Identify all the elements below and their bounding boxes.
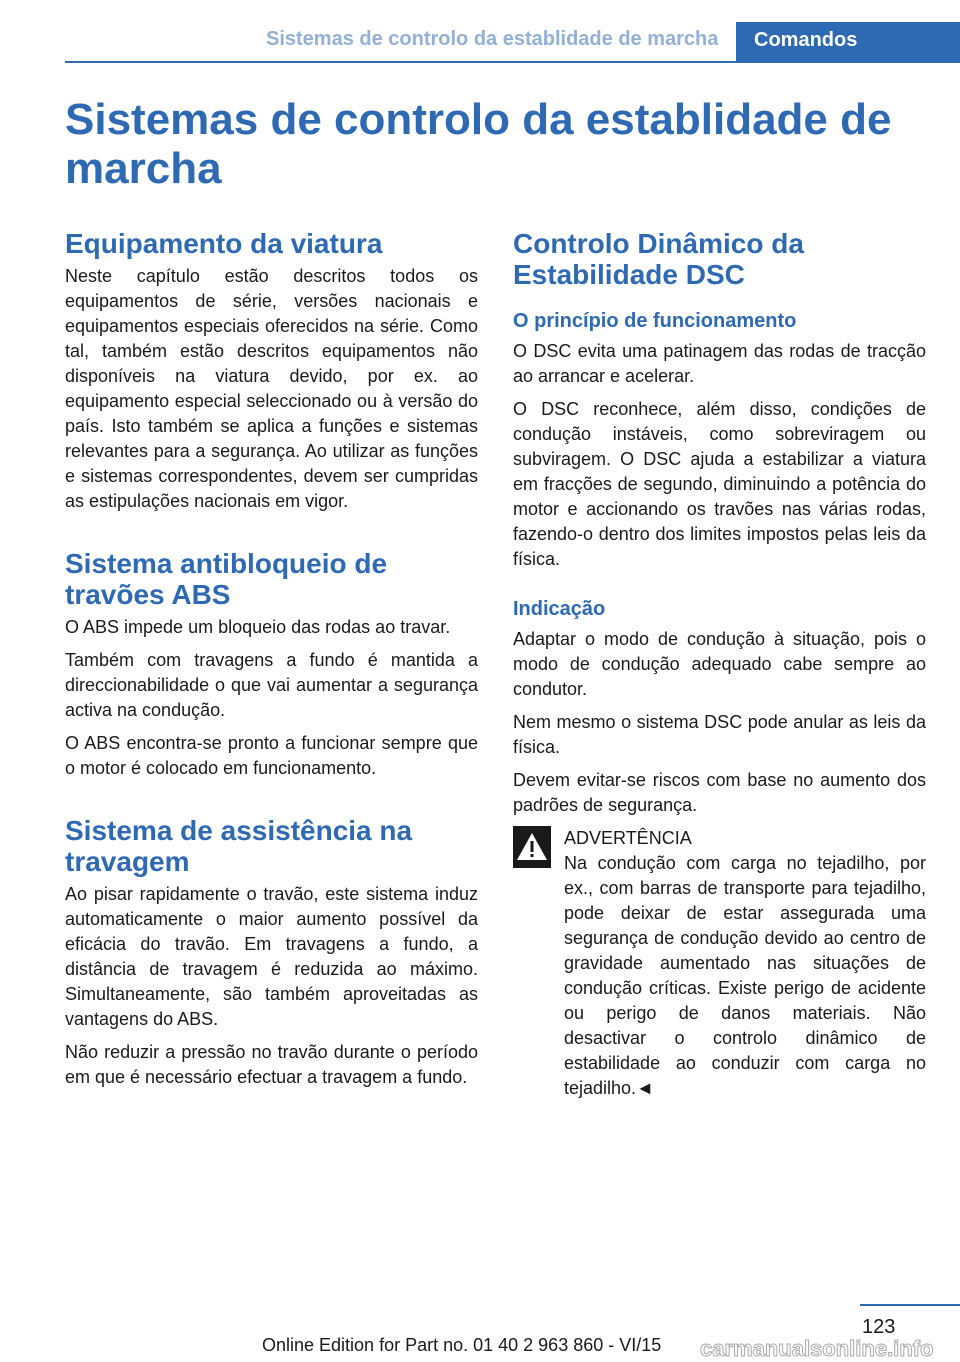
footer-edition: Online Edition for Part no. 01 40 2 963 860 - VI/15 xyxy=(262,1335,662,1355)
paragraph: Adaptar o modo de condução à situação, pois o modo de condução adequado cabe sempre ao condutor. xyxy=(513,629,926,699)
heading-abs: Sistema antibloqueio de travões ABS xyxy=(65,548,388,610)
warning-text: Na condução com carga no tejadilho, por ex., com barras de transporte para tejadilho, pode deixar de estar assegurada uma segurança de condução devido ao centro de gravidade aumentado nas situações de condução críticas. Existe perigo de acidente ou perigo de danos materiais. Não desactivar o controlo dinâmico de estabilidade ao conduzir com carga no tejadilho.◄ xyxy=(564,853,926,1098)
paragraph: Neste capítulo estão descritos todos os equipamentos de série, versões nacionais e equipamentos especiais oferecidos na série. Como tal, também estão descritos equipamentos não disponíveis na viatura devido, por ex. ao equipamento especial seleccionado ou à versão do país. Isto também se aplica a funções e sistemas relevantes para a segurança. Ao utilizar as funções e sistemas correspondentes, devem ser cumpridas as estipulações nacionais em vigor. xyxy=(65,266,478,511)
header-section-title: Sistemas de controlo da establidade de marcha xyxy=(266,28,719,50)
page-number: 123 xyxy=(862,1316,896,1338)
warning-label: ADVERTÊNCIA xyxy=(564,828,692,848)
paragraph: Ao pisar rapidamente o travão, este sistema induz automaticamente o maior aumento possível da eficácia do travão. Em travagens a fundo, a distância de travagem é reduzida ao máximo. Simultaneamente, são também aproveitadas as vantagens do ABS. xyxy=(65,884,478,1029)
warning-box xyxy=(513,826,926,1101)
paragraph: Nem mesmo o sistema DSC pode anular as leis da física. xyxy=(513,712,926,757)
header-tab xyxy=(736,22,960,63)
page-title: Sistemas de controlo da establidade de marcha xyxy=(65,95,892,193)
subheading-note: Indicação xyxy=(513,598,606,620)
heading-equipamento: Equipamento da viatura xyxy=(65,228,383,259)
right-column xyxy=(513,228,926,1109)
paragraph: O ABS encontra-se pronto a funcionar sempre que o motor é colocado em funcionamento. xyxy=(65,733,478,778)
subheading-principle: O princípio de funcionamento xyxy=(513,310,797,332)
heading-dsc: Controlo Dinâmico da Estabilidade DSC xyxy=(513,228,804,290)
paragraph: Não reduzir a pressão no travão durante o período em que é necessário efectuar a travagem a fundo. xyxy=(65,1042,478,1087)
header-tab-label: Comandos xyxy=(754,29,858,51)
heading-brake-assist: Sistema de assistência na travagem xyxy=(65,815,413,877)
watermark: carmanualsonline.info xyxy=(700,1336,934,1361)
page-number-rule xyxy=(860,1304,960,1306)
paragraph: O DSC reconhece, além disso, condições de condução instáveis, como sobreviragem ou subviragem. O DSC ajuda a estabilizar a viatura em fracções de segundo, diminuindo a potência do motor e accionando os travões nas várias rodas, fazendo-o dentro dos limites impostos pelas leis da física. xyxy=(513,399,926,569)
paragraph: Também com travagens a fundo é mantida a direccionabilidade o que vai aumentar a segurança activa na condução. xyxy=(65,650,478,720)
paragraph: Devem evitar-se riscos com base no aumento dos padrões de segurança. xyxy=(513,770,926,815)
paragraph: O ABS impede um bloqueio das rodas ao travar. xyxy=(65,617,451,637)
paragraph: O DSC evita uma patinagem das rodas de tracção ao arrancar e acelerar. xyxy=(513,341,926,386)
warning-triangle-icon xyxy=(513,826,551,868)
left-column xyxy=(65,228,478,1098)
